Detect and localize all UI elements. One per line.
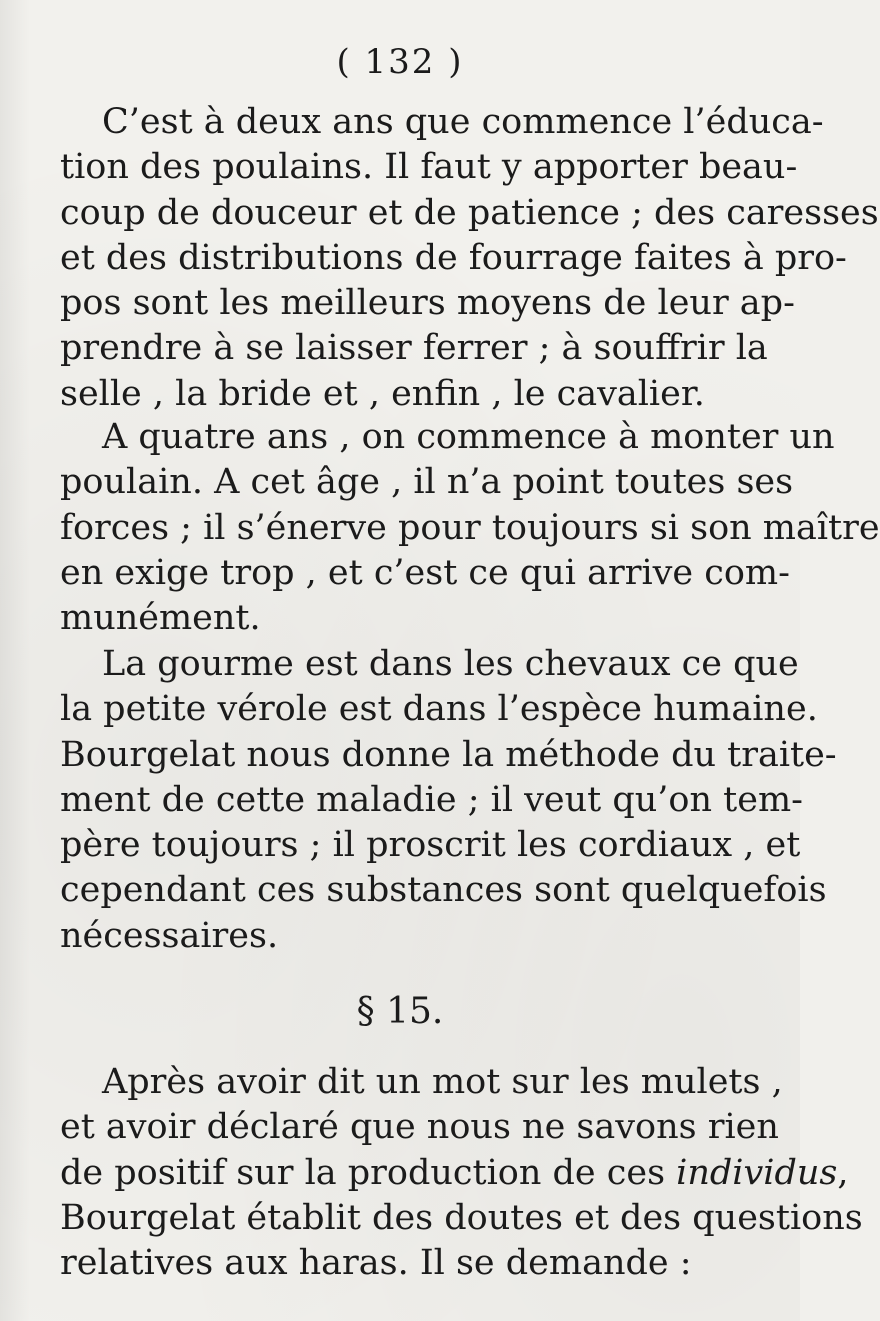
text-line: relatives aux haras. Il se demande : [60,1243,692,1284]
text-line: pos sont les meilleurs moyens de leur ap- [60,283,795,324]
paragraph-2 [60,415,880,641]
italic-word: individus [676,1152,838,1193]
text-line: poulain. A cet âge , il n’a point toutes ses [60,462,794,503]
text-line: forces ; il s’énerve pour toujours si son maître [60,507,880,548]
text-segment: de positif sur la production de ces [60,1152,677,1193]
text-line: munément. [60,598,261,639]
text-line: et des distributions de fourrage faites à pro- [60,237,847,278]
text-line: coup de douceur et de patience ; des caresses [60,192,879,233]
text-line: en exige trop , et c’est ce qui arrive com- [60,552,790,593]
paragraph-1 [60,100,879,417]
text-line: nécessaires. [60,915,279,956]
text-line: ment de cette maladie ; il veut qu’on tem- [60,779,803,820]
text-line: et avoir déclaré que nous ne savons rien [60,1107,779,1148]
text-line: Bourgelat établit des doutes et des questions [60,1197,863,1238]
section-heading: § 15. [356,991,444,1032]
text-segment: , [837,1152,849,1193]
text-line: tion des poulains. Il faut y apporter beau- [60,147,798,188]
text-line-with-italic [60,1151,849,1196]
text-line: Bourgelat nous donne la méthode du traite- [60,734,837,775]
text-line: selle , la bride et , enfin , le cavalier. [60,373,705,414]
page-number-header: ( 132 ) [336,42,464,82]
text-line: La gourme est dans les chevaux ce que [102,644,799,684]
text-line: la petite vérole est dans l’espèce humaine. [60,689,818,730]
paragraph-4 [60,1060,863,1286]
text-line: A quatre ans , on commence à monter un [102,417,835,457]
text-line: C’est à deux ans que commence l’éduca- [102,102,824,142]
text-line: cependant ces substances sont quelquefois [60,870,827,911]
text-line: père toujours ; il proscrit les cordiaux , et [60,825,801,866]
text-line: Après avoir dit un mot sur les mulets , [102,1062,783,1102]
text-line: prendre à se laisser ferrer ; à souffrir la [60,328,768,369]
paragraph-3 [60,642,837,959]
